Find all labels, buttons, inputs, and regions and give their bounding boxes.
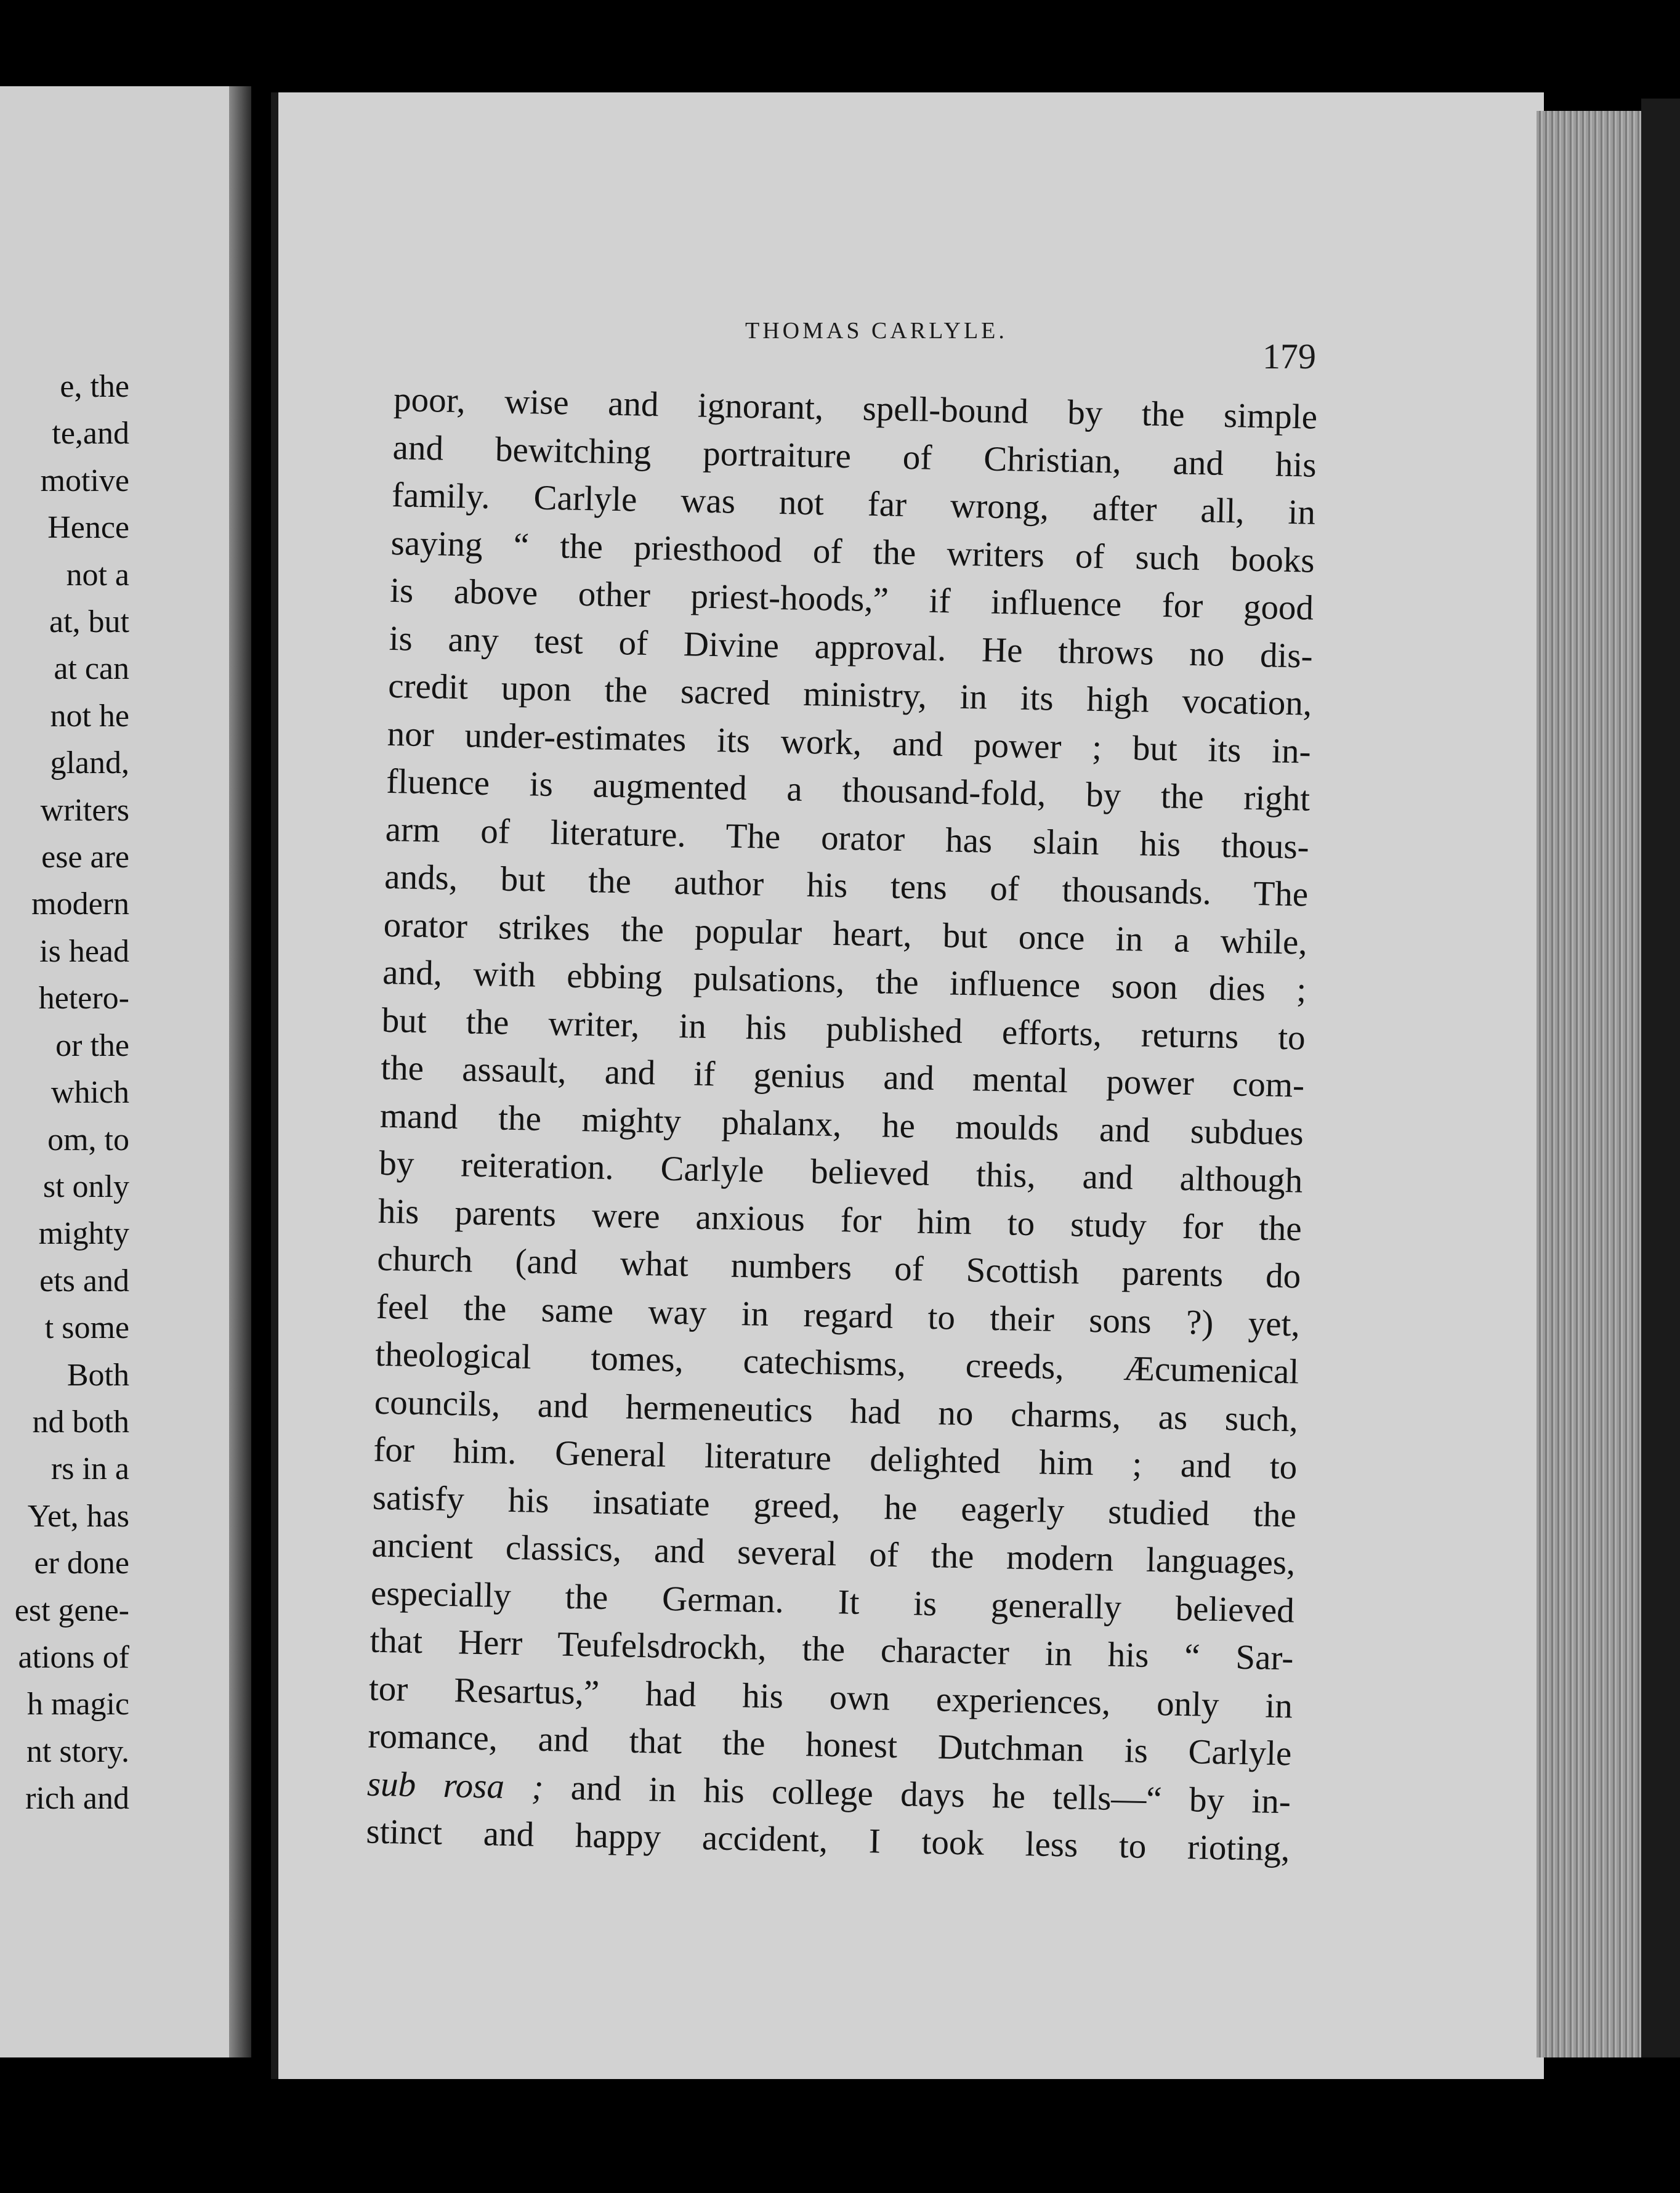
text-line: arm of literature. The orator has slain his thous- <box>385 809 1310 867</box>
book-gutter <box>229 86 251 2057</box>
text-line: family. Carlyle was not far wrong, after all, in <box>391 475 1316 532</box>
left-line: which <box>50 1075 129 1111</box>
left-line: st only <box>42 1169 129 1204</box>
text-line: poor, wise and ignorant, spell-bound by the simple <box>393 379 1318 437</box>
text-line: satisfy his insatiate greed, he eagerly studied the <box>372 1478 1297 1534</box>
text-line: mand the mighty phalanx, he moulds and subdues <box>379 1096 1304 1153</box>
text-line: feel the same way in regard to their sons ?) yet, <box>376 1287 1301 1344</box>
text-line: nor under-estimates its work, and power ; but its in- <box>387 714 1312 771</box>
text-line: and, with ebbing pulsations, the influence soon dies ; <box>382 952 1307 1010</box>
page-number: 179 <box>1262 336 1316 376</box>
left-line: not he <box>50 698 129 734</box>
text-line: church (and what numbers of Scottish parents do <box>376 1239 1301 1296</box>
left-line: motive <box>40 463 129 498</box>
left-line: nt story. <box>26 1733 129 1769</box>
text-line: is any test of Divine approval. He throws no dis- <box>389 618 1314 676</box>
left-line: modern <box>31 886 129 922</box>
text-line: saying “ the priesthood of the writers of such books <box>390 523 1315 580</box>
text-line: councils, and hermeneutics had no charms, as such, <box>374 1382 1299 1439</box>
left-line: nd both <box>32 1404 129 1440</box>
text-line: orator strikes the popular heart, but once in a while, <box>383 905 1308 962</box>
running-head: THOMAS CARLYLE. <box>745 318 1008 344</box>
body-text <box>366 376 1318 1873</box>
left-line: er done <box>34 1546 129 1581</box>
left-line: at, but <box>49 604 129 640</box>
text-line: credit upon the sacred ministry, in its high vocation, <box>387 666 1312 723</box>
left-line: rs in a <box>50 1451 129 1487</box>
left-line: Both <box>67 1357 129 1393</box>
left-line: e, the <box>60 369 129 404</box>
text-line: for him. General literature delighted him ; and to <box>373 1430 1298 1487</box>
left-line: or the <box>55 1028 129 1063</box>
left-line: ations of <box>18 1639 129 1675</box>
text-line: his parents were anxious for him to study for the <box>378 1191 1302 1249</box>
text-line: but the writer, in his published efforts, returns to <box>381 1000 1306 1058</box>
left-line: h magic <box>26 1687 129 1722</box>
left-line: is head <box>39 933 129 969</box>
text-fragment: and in his college days he tells—“ by in- <box>570 1768 1291 1821</box>
left-line: rich and <box>25 1781 129 1817</box>
page-edges <box>1537 111 1641 2057</box>
left-line: mighty <box>38 1216 129 1252</box>
left-line: te,and <box>52 416 129 452</box>
text-line: the assault, and if genius and mental power com- <box>380 1048 1305 1105</box>
text-line: tor Resartus,” had his own experiences, only in <box>368 1669 1293 1725</box>
left-line: t some <box>44 1310 129 1346</box>
text-line: that Herr Teufelsdrockh, the character in his “ Sar- <box>369 1621 1294 1678</box>
text-line: ands, but the author his tens of thousands. The <box>384 857 1309 914</box>
text-line: theological tomes, catechisms, creeds, Æcumenical <box>374 1334 1299 1392</box>
left-line: ets and <box>39 1263 129 1299</box>
left-line: writers <box>40 792 129 828</box>
text-line: romance, and that the honest Dutchman is Carlyle <box>367 1716 1292 1773</box>
left-line: ese are <box>41 840 129 875</box>
left-line: est gene- <box>14 1592 129 1628</box>
left-line: not a <box>66 557 129 593</box>
text-line: by reiteration. Carlyle believed this, and although <box>378 1143 1303 1201</box>
left-line: at can <box>54 651 129 687</box>
left-line: Yet, has <box>27 1498 129 1534</box>
text-line: ancient classics, and several of the modern languages, <box>371 1525 1296 1583</box>
text-line: and bewitching portraiture of Christian, and his <box>392 428 1317 485</box>
left-page-text <box>0 363 129 1823</box>
left-line: hetero- <box>38 981 129 1016</box>
book-cover-edge <box>1641 99 1680 2057</box>
text-line: stinct and happy accident, I took less to rioting, <box>366 1812 1290 1869</box>
left-line: gland, <box>50 745 129 781</box>
text-line: is above other priest-hoods,” if influence for good <box>389 570 1314 628</box>
left-line: om, to <box>47 1122 129 1157</box>
text-line: especially the German. It is generally believed <box>370 1573 1295 1630</box>
italic-phrase: sub rosa ; <box>366 1764 544 1807</box>
text-line: fluence is augmented a thousand-fold, by the right <box>386 761 1310 819</box>
left-line: Hence <box>47 510 129 546</box>
